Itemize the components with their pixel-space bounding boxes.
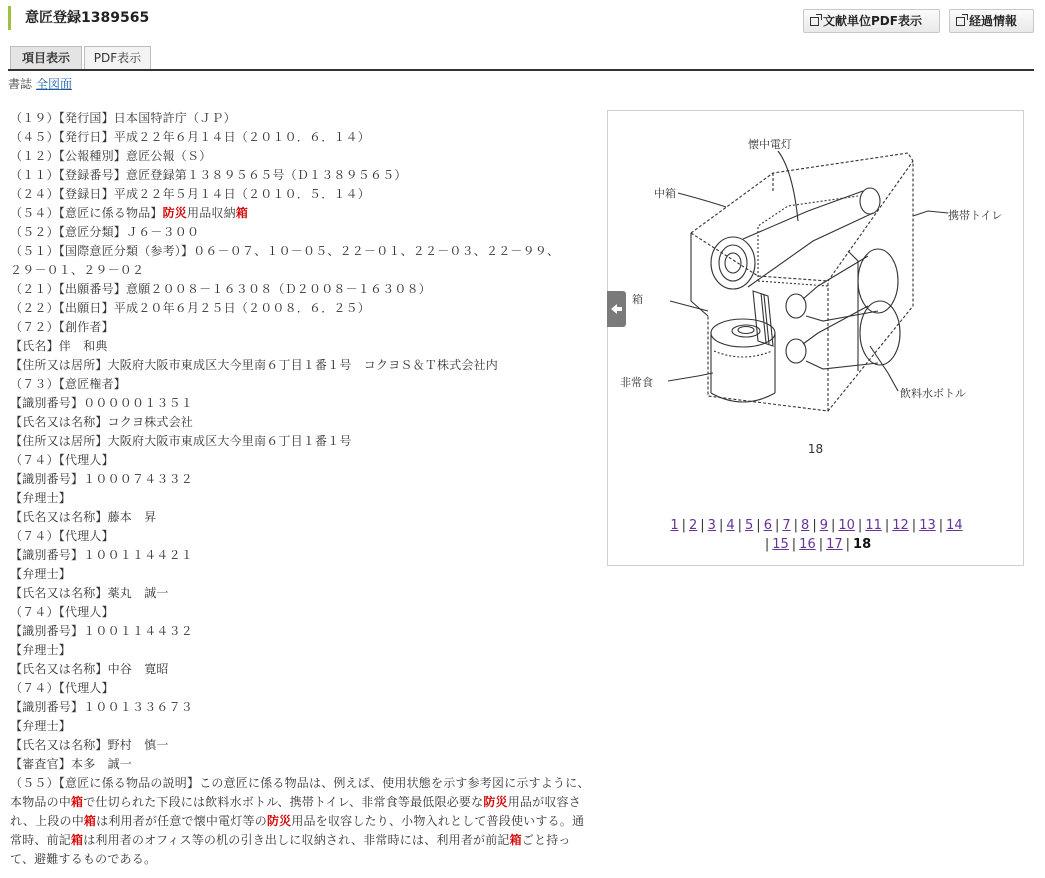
text-line: 【識別番号】１００１３３６７３ <box>10 700 194 714</box>
text-line: 【氏名又は名称】薬丸 誠一 <box>10 586 169 600</box>
text-line: 【弁理士】 <box>10 719 72 733</box>
text-line: （５２）【意匠分類】Ｊ６－３００ <box>10 225 200 239</box>
pdf-view-label: 文献単位PDF表示 <box>823 14 922 28</box>
text-line: （７４）【代理人】 <box>10 605 114 619</box>
text-line: （７４）【代理人】 <box>10 453 114 467</box>
label-inner-box: 中箱 <box>654 187 676 200</box>
text-line: 【氏名又は名称】野村 慎一 <box>10 738 169 752</box>
text-line: （７４）【代理人】 <box>10 681 114 695</box>
text-line: （２４）【登録日】平成２２年５月１４日（２０１０．５．１４） <box>10 187 371 201</box>
page-link[interactable]: 3 <box>707 518 716 533</box>
page-title: 意匠登録1389565 <box>25 10 150 26</box>
label-bottle: 飲料水ボトル <box>900 387 966 400</box>
text-line: 【氏名】伴 和典 <box>10 339 108 353</box>
article-description: （５５）【意匠に係る物品の説明】この意匠に係る物品は、例えば、使用状態を示す参考図に示すように、本物品の中箱で仕切られた下段には飲料水ボトル、携帯トイレ、非常食等最低限必要な防災用品が収容され、上段の中箱は利用者が任意で懐中電灯等の防災用品を収容したり、小物入れとして普段使いする。通常時、前記箱は利用者のオフィス等の机の引き出しに収納され、非常時には、利用者が前記箱ごと持って、避難するものである。 <box>10 776 590 866</box>
text-line: （７３）【意匠権者】 <box>10 377 127 391</box>
text-line: 【弁理士】 <box>10 643 72 657</box>
external-link-icon <box>810 17 819 26</box>
text-line: （７４）【代理人】 <box>10 529 114 543</box>
page-link[interactable]: 16 <box>799 537 816 552</box>
page-link[interactable]: 11 <box>865 518 882 533</box>
text-line: （２１）【出願番号】意願２００８－１６３０８（Ｄ２００８－１６３０８） <box>10 282 432 296</box>
tab-pdf-view[interactable]: PDF表示 <box>84 46 151 70</box>
text-line: 【審査官】本多 誠一 <box>10 757 133 771</box>
pdf-view-button[interactable] <box>803 9 940 33</box>
all-drawings-link[interactable]: 全図面 <box>36 77 73 91</box>
title-bar <box>8 6 149 30</box>
page-link[interactable]: 13 <box>919 518 936 533</box>
text-line: 【識別番号】０００００１３５１ <box>10 396 194 410</box>
text-line: 【氏名又は名称】中谷 寛昭 <box>10 662 169 676</box>
tab-item-view[interactable]: 項目表示 <box>10 46 82 70</box>
text-line: ２９－０１、２９－０２ <box>10 263 145 277</box>
text-line: 【住所又は居所】大阪府大阪市東成区大今里南６丁目１番１号 <box>10 434 352 448</box>
external-link-icon <box>956 17 965 26</box>
page-link[interactable]: 1 <box>670 518 679 533</box>
bibliography-text <box>10 109 595 869</box>
page-link[interactable]: 4 <box>726 518 735 533</box>
article-line: （５４）【意匠に係る物品】防災用品収納箱 <box>10 206 249 220</box>
page-link[interactable]: 17 <box>826 537 843 552</box>
page-link[interactable]: 8 <box>801 518 810 533</box>
text-line: 【識別番号】１００１１４４２１ <box>10 548 194 562</box>
text-line: （１２）【公報種別】意匠公報（Ｓ） <box>10 149 212 163</box>
text-line: 【弁理士】 <box>10 567 72 581</box>
text-line: （１１）【登録番号】意匠登録第１３８９５６５号（Ｄ１３８９５６５） <box>10 168 407 182</box>
page-link[interactable]: 2 <box>689 518 698 533</box>
page-link[interactable]: 15 <box>772 537 789 552</box>
history-button[interactable] <box>949 9 1034 33</box>
page-link[interactable]: 14 <box>946 518 963 533</box>
figure-pager: 1 | 2 | 3 | 4 | 5 | 6 | 7 | 8 | 9 | 10 | 11 | 12 | 13 | 14 | 15 | 16 | 17 | 18 <box>670 518 963 552</box>
text-line: （１９）【発行国】日本国特許庁（ＪＰ） <box>10 111 236 125</box>
prev-figure-arrow-icon[interactable] <box>607 291 626 327</box>
subheader <box>8 75 72 92</box>
figure-viewer <box>607 110 1024 566</box>
bibliography-label: 書誌 <box>8 77 33 91</box>
label-flashlight: 懐中電灯 <box>748 138 792 151</box>
history-label: 経過情報 <box>969 14 1018 28</box>
page-link[interactable]: 5 <box>745 518 754 533</box>
page-link[interactable]: 10 <box>838 518 855 533</box>
page-link[interactable]: 12 <box>892 518 909 533</box>
current-page: 18 <box>853 537 872 552</box>
text-line: （４５）【発行日】平成２２年６月１４日（２０１０．６．１４） <box>10 130 371 144</box>
text-line: 【識別番号】１００１１４４３２ <box>10 624 194 638</box>
patent-drawing <box>608 111 1023 441</box>
text-line: 【氏名又は名称】藤本 昇 <box>10 510 157 524</box>
page-link[interactable]: 9 <box>819 518 828 533</box>
tab-divider <box>8 69 1034 71</box>
text-line: （７２）【創作者】 <box>10 320 114 334</box>
label-food: 非常食 <box>620 376 653 389</box>
label-box: 箱 <box>632 293 643 306</box>
text-line: （２２）【出願日】平成２０年６月２５日（２００８．６．２５） <box>10 301 371 315</box>
label-toilet: 携帯トイレ <box>948 209 1003 222</box>
text-line: 【氏名又は名称】コクヨ株式会社 <box>10 415 194 429</box>
page-link[interactable]: 6 <box>763 518 772 533</box>
text-line: 【識別番号】１０００７４３３２ <box>10 472 194 486</box>
text-line: 【弁理士】 <box>10 491 72 505</box>
text-line: 【住所又は居所】大阪府大阪市東成区大今里南６丁目１番１号 コクヨＳ＆Ｔ株式会社内 <box>10 358 499 372</box>
figure-caption: 18 <box>807 442 824 456</box>
page-link[interactable]: 7 <box>782 518 791 533</box>
text-line: （５１）【国際意匠分類（参考）】０６－０７、１０－０５、２２－０１、２２－０３、２２－９９、 <box>10 244 560 258</box>
